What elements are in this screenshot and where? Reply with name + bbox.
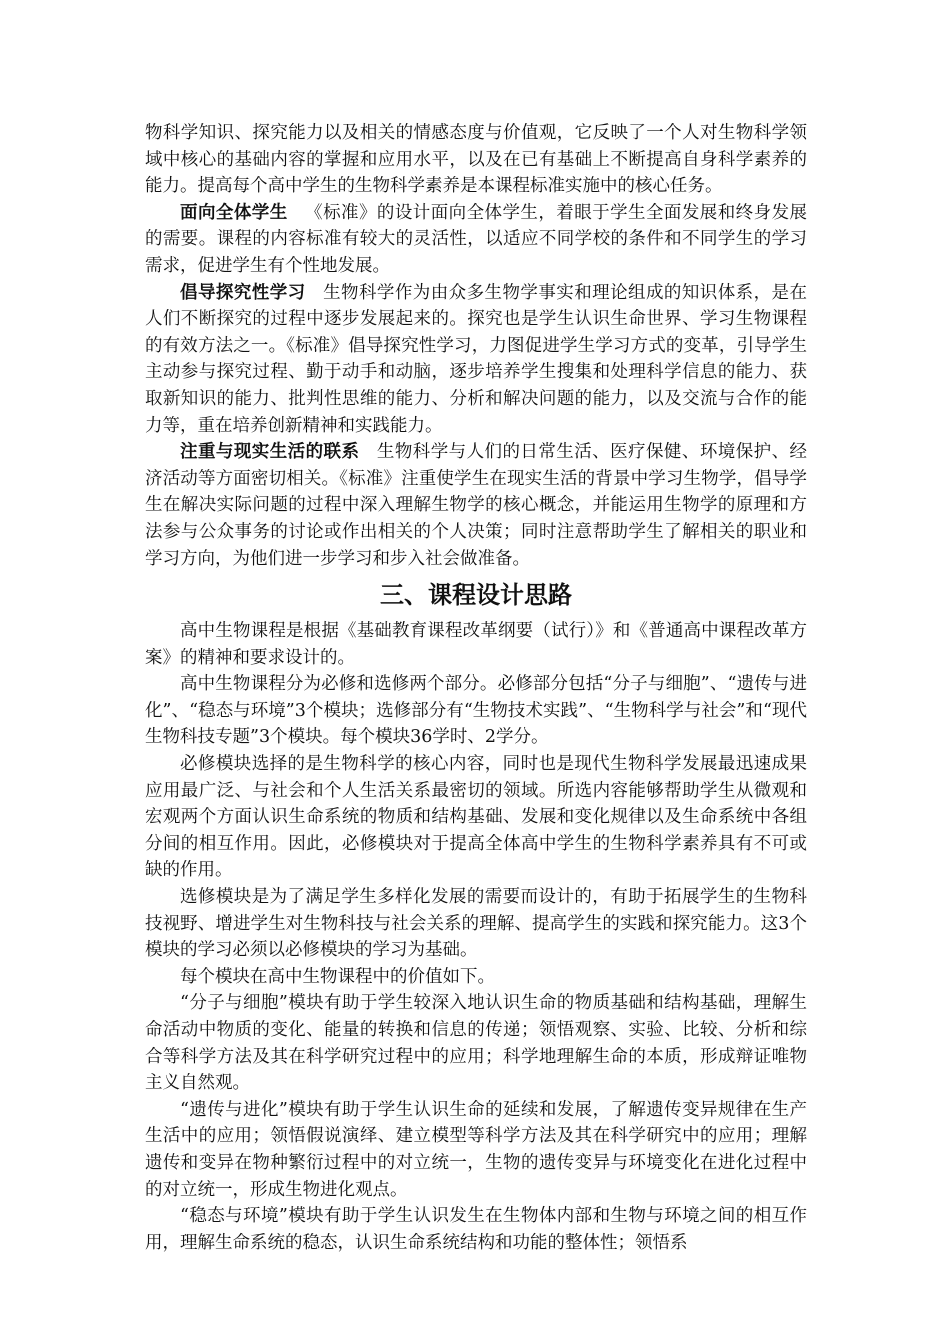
document-page [145, 120, 807, 1256]
paragraph-lead-heading: 注重与现实生活的联系 [180, 442, 360, 463]
paragraph-molecule-cell: “分子与细胞”模块有助于学生较深入地认识生命的物质基础和结构基础，理解生命活动中物质的变化、能量的转换和信息的传递；领悟观察、实验、比较、分析和综合等科学方法及其在科学研究过程中的应用；科学地理解生命的本质，形成辩证唯物主义自然观。 [145, 993, 807, 1094]
paragraph-heredity-evolution: “遗传与进化”模块有助于学生认识生命的延续和发展，了解遗传变异规律在生产生活中的应用；领悟假说演绎、建立模型等科学方法及其在科学研究中的应用；理解遗传和变异在物种繁衍过程中的对立统一，生物的遗传变异与环境变化在进化过程中的对立统一，形成生物进化观点。 [145, 1099, 807, 1200]
paragraph-structure: 高中生物课程分为必修和选修两个部分。必修部分包括“分子与细胞”、“遗传与进化”、“稳态与环境”3个模块；选修部分有“生物技术实践”、“生物科学与社会”和“现代生物科技专题”3个模块。每个模块36学时、2学分。 [145, 674, 807, 748]
paragraph-text: 《标准》的设计面向全体学生，着眼于学生全面发展和终身发展的需要。课程的内容标准有较大的灵活性，以适应不同学校的条件和不同学生的学习需求，促进学生有个性地发展。 [145, 202, 808, 276]
paragraph-real-life [145, 439, 807, 572]
section-heading: 三、课程设计思路 [380, 581, 572, 610]
paragraph-text: 物科学知识、探究能力以及相关的情感态度与价值观，它反映了一个人对生物科学领域中核心的基础内容的掌握和应用水平，以及在已有基础上不断提高自身科学素养的能力。提高每个高中学生的生物科学素养是本课程标准实施中的核心任务。 [145, 123, 807, 197]
paragraph-all-students [145, 200, 807, 280]
paragraph-elective-modules: 选修模块是为了满足学生多样化发展的需要而设计的，有助于拓展学生的生物科技视野、增进学生对生物科技与社会关系的理解、提高学生的实践和探究能力。这3个模块的学习必须以必修模块的学习为基础。 [145, 887, 807, 961]
paragraph-lead-heading: 倡导探究性学习 [180, 282, 306, 303]
paragraph-homeostasis-environment: “稳态与环境”模块有助于学生认识发生在生物体内部和生物与环境之间的相互作用，理解生命系统的稳态，认识生命系统结构和功能的整体性；领悟系 [145, 1206, 807, 1253]
paragraph-lead-heading: 面向全体学生 [180, 202, 288, 223]
paragraph-continuation [145, 120, 807, 200]
paragraph-inquiry-learning [145, 280, 807, 440]
paragraph-module-value-intro: 每个模块在高中生物课程中的价值如下。 [180, 966, 495, 987]
paragraph-required-modules: 必修模块选择的是生物科学的核心内容，同时也是现代生物科学发展最迅速成果应用最广泛、与社会和个人生活关系最密切的领域。所选内容能够帮助学生从微观和宏观两个方面认识生命系统的物质和结构基础、发展和变化规律以及生命系统中各组分间的相互作用。因此，必修模块对于提高全体高中学生的生物科学素养具有不可或缺的作用。 [145, 754, 807, 881]
paragraph-text: 生物科学作为由众多生物学事实和理论组成的知识体系，是在人们不断探究的过程中逐步发展起来的。探究也是学生认识生命世界、学习生物课程的有效方法之一。《标准》倡导探究性学习，力图促进学生学习方式的变革，引导学生主动参与探究过程、勤于动手和动脑，逐步培养学生搜集和处理科学信息的能力、获取新知识的能力、批判性思维的能力、分析和解决问题的能力，以及交流与合作的能力等，重在培养创新精神和实践能力。 [145, 282, 808, 436]
paragraph-basis: 高中生物课程是根据《基础教育课程改革纲要（试行）》和《普通高中课程改革方案》的精神和要求设计的。 [145, 621, 807, 668]
paragraph-text: 生物科学与人们的日常生活、医疗保健、环境保护、经济活动等方面密切相关。《标准》注重使学生在现实生活的背景中学习生物学，倡导学生在解决实际问题的过程中深入理解生物学的核心概念，并能运用生物学的原理和方法参与公众事务的讨论或作出相关的个人决策；同时注意帮助学生了解相关的职业和学习方向，为他们进一步学习和步入社会做准备。 [145, 442, 808, 569]
